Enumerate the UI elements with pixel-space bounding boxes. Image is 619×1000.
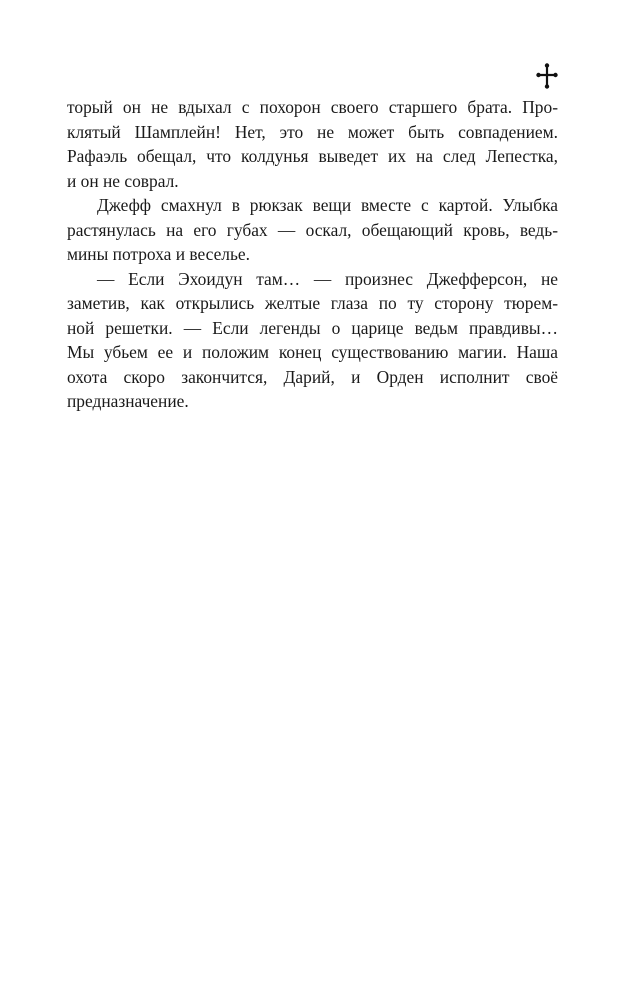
text-line: мины потроха и веселье. [67,244,250,264]
text-line: предназначение. [67,391,189,411]
text-line: клятый Шамплейн! Нет, это не может быть совпадением. [67,121,558,142]
text-line: заметив, как открылись желтые глаза по ту сторону тюрем- [67,293,558,313]
text-line: охота скоро закончится, Дарий, и Орден исполнит своё [67,366,558,387]
cross-ornament-icon [536,63,558,89]
text-line: — Если Эхоидун там… — произнес Джефферсон, не [97,268,558,289]
text-line: Мы убьем ее и положим конец существованию магии. Наша [67,342,558,362]
text-line: растянулась на его губах — оскал, обещающий кровь, ведь- [67,219,558,240]
text-line: и он не соврал. [67,170,179,191]
text-line: ной решетки. — Если легенды о царице ведьм правдивы… [67,317,558,338]
text-line: Рафаэль обещал, что колдунья выведет их на след Лепестка, [67,146,558,166]
text-line: торый он не вдыхал с похорон своего старшего брата. Про- [67,97,558,117]
body-text [67,95,558,414]
text-line: Джефф смахнул в рюкзак вещи вместе с картой. Улыбка [97,195,558,215]
